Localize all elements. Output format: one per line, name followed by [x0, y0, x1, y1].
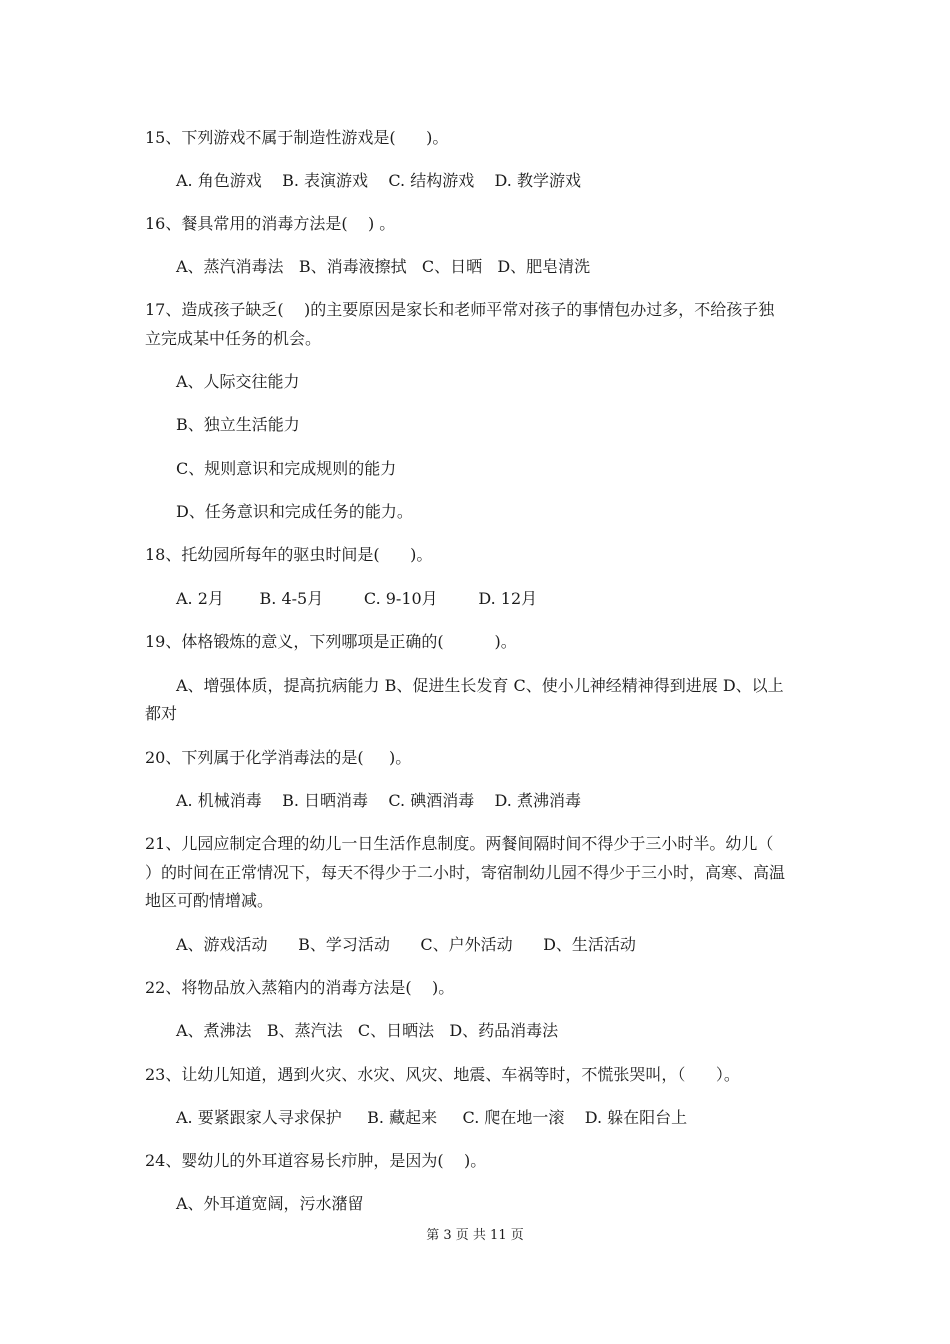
page-number-footer: 第 3 页 共 11 页 [426, 1228, 524, 1243]
question-17-stem-line2: 立完成某中任务的机会。 [145, 329, 322, 348]
question-20-stem: 20、下列属于化学消毒法的是( )。 [145, 748, 412, 767]
question-15-options: A. 角色游戏 B. 表演游戏 C. 结构游戏 D. 教学游戏 [176, 171, 581, 190]
question-17-option-a: A、人际交往能力 [176, 372, 300, 391]
question-24-option-a: A、外耳道宽阔，污水潴留 [176, 1194, 364, 1213]
question-21-stem-line2: ）的时间在正常情况下，每天不得少于二小时，寄宿制幼儿园不得少于三小时，高寒、高温 [145, 863, 786, 882]
question-24-stem: 24、婴幼儿的外耳道容易长疖肿，是因为( )。 [145, 1151, 487, 1170]
question-19-options-line1: A、增强体质，提高抗病能力 B、促进生长发育 C、使小儿神经精神得到进展 D、以上 [176, 676, 784, 695]
question-16-stem: 16、餐具常用的消毒方法是( ) 。 [145, 214, 396, 233]
question-23-stem: 23、让幼儿知道，遇到火灾、水灾、风灾、地震、车祸等时，不慌张哭叫，（ ）。 [145, 1065, 740, 1084]
question-17-option-b: B、独立生活能力 [176, 415, 300, 434]
question-22-options: A、煮沸法 B、蒸汽法 C、日晒法 D、药品消毒法 [176, 1021, 559, 1040]
question-17-option-c: C、规则意识和完成规则的能力 [176, 459, 397, 478]
question-17-stem-line1: 17、造成孩子缺乏( )的主要原因是家长和老师平常对孩子的事情包办过多，不给孩子独 [145, 300, 775, 319]
question-19-options-line2: 都对 [145, 704, 178, 723]
question-17-option-d: D、任务意识和完成任务的能力。 [176, 502, 413, 521]
question-22-stem: 22、将物品放入蒸箱内的消毒方法是( )。 [145, 978, 455, 997]
question-18-options: A. 2月 B. 4-5月 C. 9-10月 D. 12月 [176, 589, 538, 608]
question-20-options: A. 机械消毒 B. 日晒消毒 C. 碘酒消毒 D. 煮沸消毒 [176, 791, 581, 810]
question-21-stem-line1: 21、儿园应制定合理的幼儿一日生活作息制度。两餐间隔时间不得少于三小时半。幼儿（ [145, 834, 774, 853]
question-15-stem: 15、下列游戏不属于制造性游戏是( )。 [145, 128, 449, 147]
question-21-stem-line3: 地区可酌情增减。 [145, 891, 274, 910]
question-23-options: A. 要紧跟家人寻求保护 B. 藏起来 C. 爬在地一滚 D. 躲在阳台上 [176, 1108, 688, 1127]
question-21-options: A、游戏活动 B、学习活动 C、户外活动 D、生活活动 [176, 935, 636, 954]
question-18-stem: 18、托幼园所每年的驱虫时间是( )。 [145, 545, 433, 564]
question-16-options: A、蒸汽消毒法 B、消毒液擦拭 C、日晒 D、肥皂清洗 [176, 257, 591, 276]
question-19-stem: 19、体格锻炼的意义，下列哪项是正确的( )。 [145, 632, 517, 651]
